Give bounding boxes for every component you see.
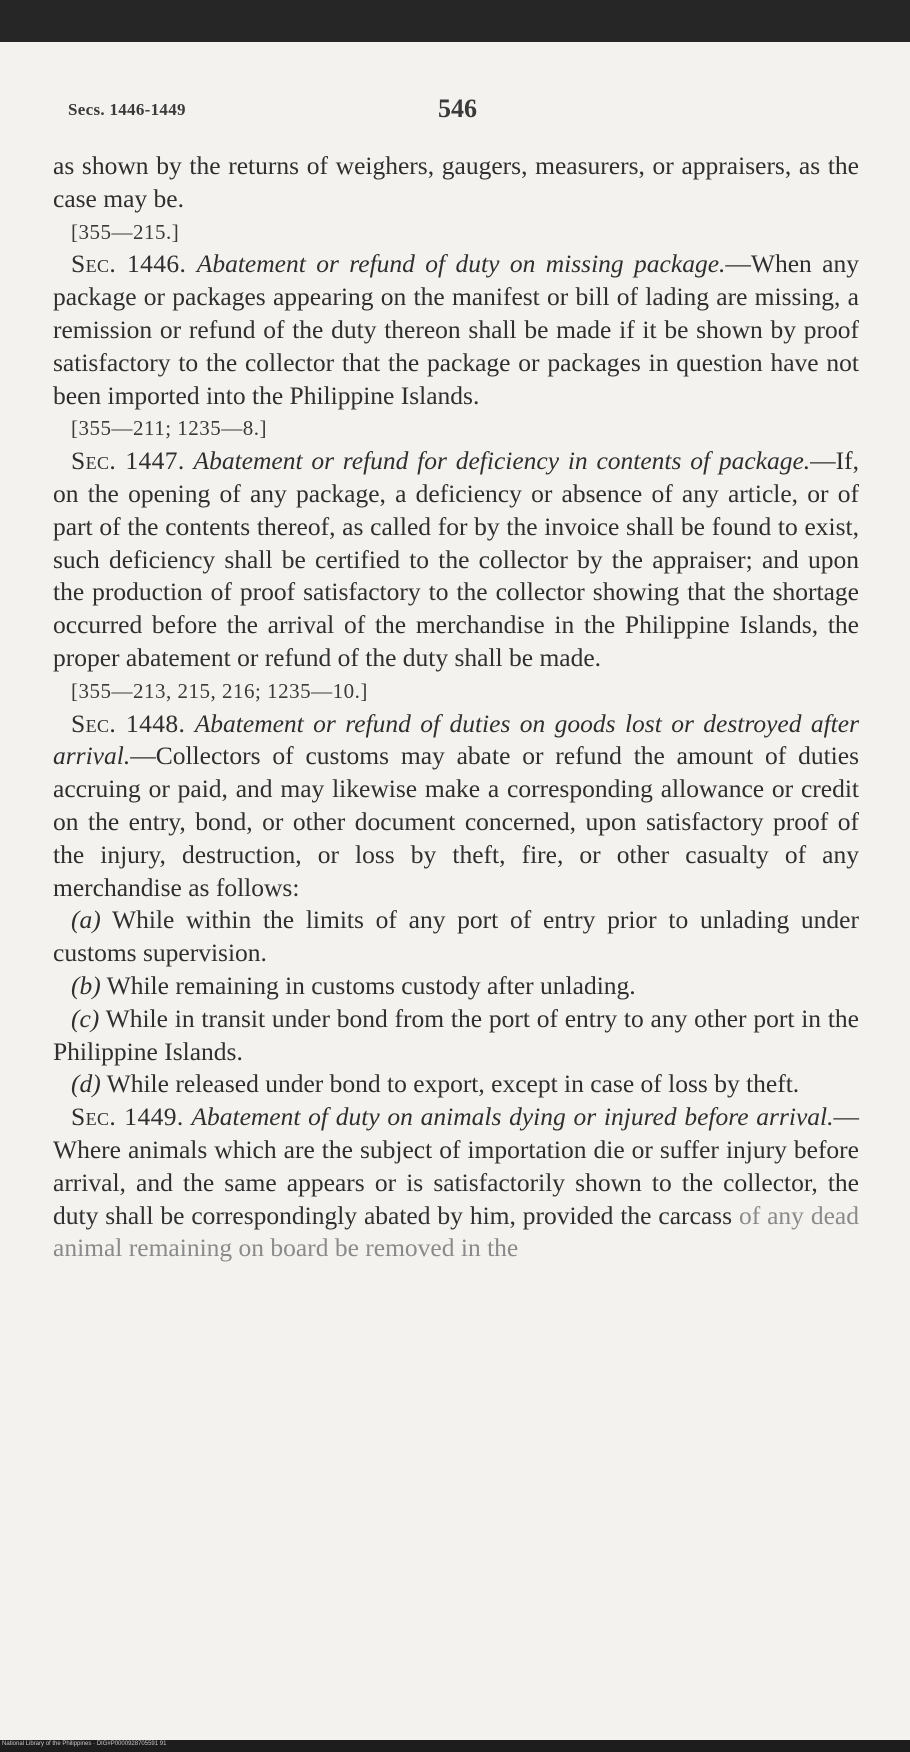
clause-b-text: While remaining in customs custody after unlading. bbox=[100, 970, 636, 1000]
clause-d-marker: (d) bbox=[71, 1069, 101, 1099]
section-1449-text-faded: of any dead animal remaining on board be removed in the bbox=[53, 1200, 859, 1263]
running-head bbox=[0, 96, 910, 126]
section-1447 bbox=[53, 445, 859, 675]
clause-a bbox=[53, 904, 859, 970]
section-range: Secs. 1446-1449 bbox=[68, 100, 186, 119]
section-1447-text: —If, on the opening of any package, a deficiency or absence of any article, or of part of the contents thereof, as called for by the invoice shall be found to exist, such deficiency shall be certified to the collector by the appraiser; and upon the production of proof satisfactory to the collector showing that the shortage occurred before the arrival of the merchandise in the Philippine Islands, the proper abatement or refund of the duty shall be made. bbox=[53, 446, 860, 672]
clause-c-text: While in transit under bond from the port of entry to any other port in the Philippine Islands. bbox=[53, 1003, 859, 1066]
carryover-paragraph bbox=[53, 150, 859, 216]
page-number: 546 bbox=[438, 94, 477, 123]
scan-credit: National Library of the Philippines · DIG#P0000928705591 91 bbox=[2, 1741, 167, 1747]
section-1449 bbox=[53, 1101, 859, 1265]
clause-a-text: While within the limits of any port of entry prior to unlading under customs supervision. bbox=[53, 905, 859, 968]
clause-c bbox=[53, 1003, 859, 1069]
section-1446-label: Sec. 1446. bbox=[71, 249, 187, 279]
scan-top-border bbox=[0, 0, 910, 42]
section-1447-label: Sec. 1447. bbox=[71, 446, 185, 476]
page-text bbox=[53, 150, 859, 1265]
clause-b-marker: (b) bbox=[71, 970, 101, 1000]
citation-1447: [355—213, 215, 216; 1235—10.] bbox=[71, 678, 368, 703]
section-1446 bbox=[53, 248, 859, 412]
section-1449-text: —Where animals which are the subject of importation die or suffer injury before arrival, and the same appears or is satisfactorily shown to the collector, the duty shall be correspondingly abated by him, provided the carcass bbox=[53, 1102, 859, 1230]
section-1446-title: Abatement or refund of duty on missing package. bbox=[196, 249, 726, 279]
section-1448-title: Abatement or refund of duties on goods lost or destroyed after arrival. bbox=[53, 708, 860, 771]
section-1449-title: Abatement of duty on animals dying or injured before arrival. bbox=[191, 1102, 834, 1132]
section-1448-text: —Collectors of customs may abate or refund the amount of duties accruing or paid, and may likewise make a corresponding allowance or credit on the entry, bond, or other document concerned, upon satisfactory proof of the injury, destruction, or loss by theft, fire, or other casualty of any merchandise as follows: bbox=[53, 741, 859, 902]
citation-carryover: [355—215.] bbox=[71, 219, 180, 244]
carryover-text: as shown by the returns of weighers, gaugers, measurers, or appraisers, as the case may be. bbox=[53, 151, 859, 213]
section-1446-text: —When any package or packages appearing on the manifest or bill of lading are missing, a remission or refund of the duty thereon shall be made if it be shown by proof satisfactory to the collector that the package or packages in question have not been imported into the Philippine Islands. bbox=[53, 249, 859, 410]
clause-a-marker: (a) bbox=[71, 905, 101, 935]
section-1448-label: Sec. 1448. bbox=[71, 708, 186, 738]
section-1447-title: Abatement or refund for deficiency in contents of package. bbox=[193, 446, 811, 476]
section-1449-label: Sec. 1449. bbox=[71, 1102, 184, 1132]
clause-c-marker: (c) bbox=[71, 1003, 100, 1033]
citation-1446: [355—211; 1235—8.] bbox=[71, 416, 268, 441]
clause-d-text: While released under bond to export, except in case of loss by theft. bbox=[100, 1069, 800, 1099]
clause-b bbox=[53, 970, 859, 1003]
clause-d bbox=[53, 1068, 859, 1101]
section-1448 bbox=[53, 708, 859, 905]
